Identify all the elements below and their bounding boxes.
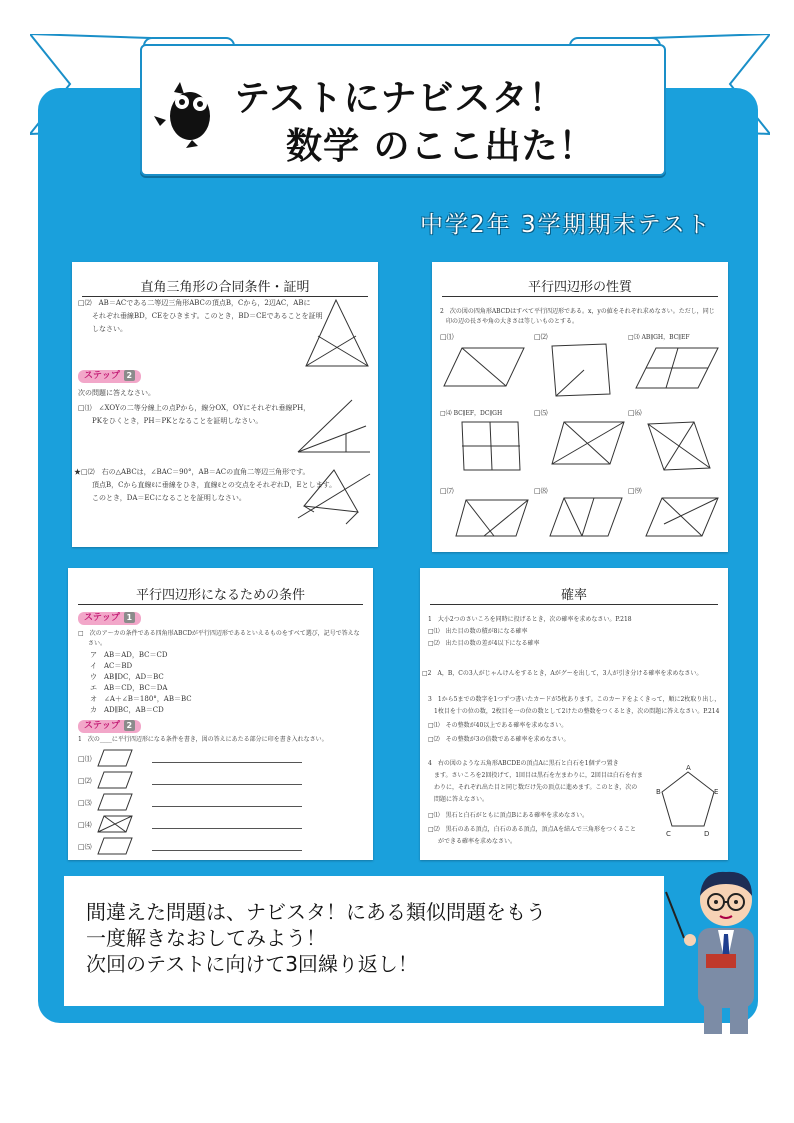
parallelogram-sketch	[96, 814, 134, 834]
question-line: ★□⑵ 右の△ABCは，∠BAC＝90°，AB＝ACの直角二等辺三角形です。	[74, 468, 310, 476]
question-line: □⑴ その整数が40以上である確率を求めなさい。	[428, 722, 568, 729]
answer-line	[152, 806, 302, 807]
answer-line	[152, 762, 302, 763]
option-item: オ ∠A＋∠B＝180°，AB＝BC	[90, 695, 192, 703]
figure-label: □⑹	[628, 409, 642, 417]
pentagon-label: D	[704, 830, 710, 838]
question-line: しなさい。	[92, 325, 127, 333]
card-right-triangle	[72, 262, 378, 547]
banner-title-line2: 数学 のここ出た！	[286, 126, 596, 167]
question-line: さい。	[88, 640, 107, 647]
exam-subtitle: 中学2年 3学期期末テスト	[420, 212, 712, 238]
parallelogram-figure-8	[548, 494, 624, 540]
parallelogram-figure-6	[644, 418, 714, 474]
right-triangle-figure	[296, 466, 374, 528]
answer-line	[152, 850, 302, 851]
title-divider	[442, 296, 718, 297]
question-line: それぞれ垂線BD，CEをひきます。このとき，BD＝CEであることを証明	[92, 312, 323, 320]
question-line: 4 右の図のような五角形ABCDEの頂点Aに黒石と白石を1個ずつ置き	[428, 760, 619, 767]
step-badge: ステップ 2	[78, 720, 141, 733]
pentagon-label: B	[656, 788, 661, 796]
question-line: □⑴ ∠XOYの二等分線上の点Pから，線分OX，OYにそれぞれ垂線PH，	[78, 404, 311, 412]
card-title: 確率	[560, 588, 587, 603]
question-line: 3 1から5までの数字を1つずつ書いたカードが5枚あります。このカードをよくきって，順に2枚取り出し，	[428, 696, 721, 703]
figure-label: □⑼	[628, 487, 642, 495]
title-divider	[430, 604, 718, 605]
question-line: ができる確率を求めなさい。	[438, 838, 517, 845]
pentagon-label: E	[714, 788, 719, 796]
answer-line	[152, 828, 302, 829]
answer-line	[152, 784, 302, 785]
question-line: 1枚目を十の位の数，2枚目を一の位の数として2けたの整数をつくるとき，次の問題に答えなさい。P.214	[434, 708, 720, 715]
option-item: カ AD∥BC，AB＝CD	[90, 706, 164, 714]
parallelogram-sketch	[96, 792, 134, 812]
message-line3: 次回のテストに向けて3回繰り返し！	[86, 952, 418, 976]
title-divider	[78, 604, 363, 605]
parallelogram-sketch	[96, 836, 134, 856]
figure-label: □⑵	[534, 333, 548, 341]
card-title: 平行四辺形の性質	[527, 280, 632, 295]
item-label: □⑴	[78, 755, 92, 763]
question-line: □⑵ AB＝ACである二等辺三角形ABCの頂点B，Cから，2辺AC，ABに	[78, 299, 311, 307]
parallelogram-sketch	[96, 770, 134, 790]
figure-label: □⑶ AB∥GH，BC∥EF	[628, 334, 690, 341]
teacher-illustration	[664, 858, 774, 1038]
parallelogram-figure-3	[632, 342, 722, 394]
question-intro: 2 次の図の四角形ABCDはすべて平行四辺形である。x，yの値をそれぞれ求めなさい。ただし，同じ	[440, 308, 715, 315]
parallelogram-figure-4	[456, 418, 526, 474]
question-line: ます。さいころを2回投げて，1回目は黒石を左まわりに，2回目は白石を右ま	[434, 772, 643, 779]
question-line: 1 大小2つのさいころを同時に投げるとき，次の確率を求めなさい。P.218	[428, 616, 632, 623]
question-line: わりに，それぞれ出た目と同じ数だけ先の頂点に進めます。このとき，次の	[434, 784, 638, 791]
banner-title-line1: テストにナビスタ！	[234, 78, 566, 119]
question-line: □⑵ 黒石のある頂点，白石のある頂点，頂点Aを結んで三角形をつくること	[428, 826, 637, 833]
parallelogram-figure-2	[544, 340, 614, 402]
question-line: □⑵ その整数が3の倍数である確率を求めなさい。	[428, 736, 570, 743]
figure-label: □⑻	[534, 487, 548, 495]
question-line: 1 次の____に平行四辺形になる条件を書き，図の答えにあたる部分に印を書き入れなさい。	[78, 736, 328, 743]
card-parallelogram-properties	[432, 262, 728, 552]
question-line: このとき，DA＝ECになることを証明しなさい。	[92, 494, 246, 502]
question-intro: 次の問題に答えなさい。	[78, 389, 155, 397]
parallelogram-sketch	[96, 748, 134, 768]
question-line: 頂点B，Cから直線ℓに垂線をひき，直線ℓとの交点をそれぞれD，Eとします。	[92, 481, 337, 489]
question-line: □ 次のア～カの条件である四角形ABCDが平行四辺形であるといえるものをすべて選び，記号で答えな	[78, 630, 360, 637]
pentagon-label: C	[666, 830, 671, 838]
item-label: □⑸	[78, 843, 92, 851]
option-item: イ AC＝BD	[90, 662, 133, 670]
figure-label: □⑷ BC∥EF，DC∥GH	[440, 410, 503, 417]
question-line: PKをひくとき，PH＝PKとなることを証明しなさい。	[92, 417, 263, 425]
parallelogram-figure-7	[454, 496, 530, 540]
question-line: □⑴ 黒石と白石がともに頂点Bにある確率を求めなさい。	[428, 812, 589, 819]
card-title: 直角三角形の合同条件・証明	[140, 280, 310, 295]
step-badge: ステップ 2	[78, 370, 141, 383]
question-line: □2 A，B，Cの3人がじゃんけんをするとき，Aがグーを出して，3人が引き分ける確率を求めなさい。	[422, 670, 703, 677]
parallelogram-figure-5	[550, 418, 626, 468]
figure-label: □⑴	[440, 333, 454, 341]
pentagon-label: A	[686, 764, 691, 772]
question-line: □⑵ 出た目の数の差が4以下になる確率	[428, 640, 540, 647]
pentagon-figure	[656, 764, 720, 838]
item-label: □⑵	[78, 777, 92, 785]
message-line1: 間違えた問題は、ナビスタ！にある類似問題をもう	[86, 900, 546, 924]
isosceles-triangle-figure	[300, 296, 374, 372]
option-item: ウ AB∥DC，AD＝BC	[90, 673, 164, 681]
step-badge: ステップ 1	[78, 612, 141, 625]
angle-bisector-figure	[294, 396, 374, 456]
question-line: 問題に答えなさい。	[434, 796, 489, 803]
card-title: 平行四辺形になるための条件	[135, 588, 305, 603]
owl-mascot-icon	[152, 80, 222, 150]
option-item: エ AB＝CD，BC＝DA	[90, 684, 168, 692]
question-line: □⑴ 出た目の数の積が8になる確率	[428, 628, 528, 635]
option-item: ア AB＝AD，BC＝CD	[90, 651, 168, 659]
card-probability	[420, 568, 728, 860]
message-line2: 一度解きなおしてみよう！	[86, 926, 326, 950]
item-label: □⑶	[78, 799, 92, 807]
figure-label: □⑸	[534, 409, 548, 417]
parallelogram-figure-1	[442, 342, 528, 392]
item-label: □⑷	[78, 821, 92, 829]
parallelogram-figure-9	[644, 494, 720, 540]
card-parallelogram-conditions	[68, 568, 373, 860]
figure-label: □⑺	[440, 487, 454, 495]
question-intro: 印の辺の長さや角の大きさは等しいものとする。	[446, 318, 579, 325]
